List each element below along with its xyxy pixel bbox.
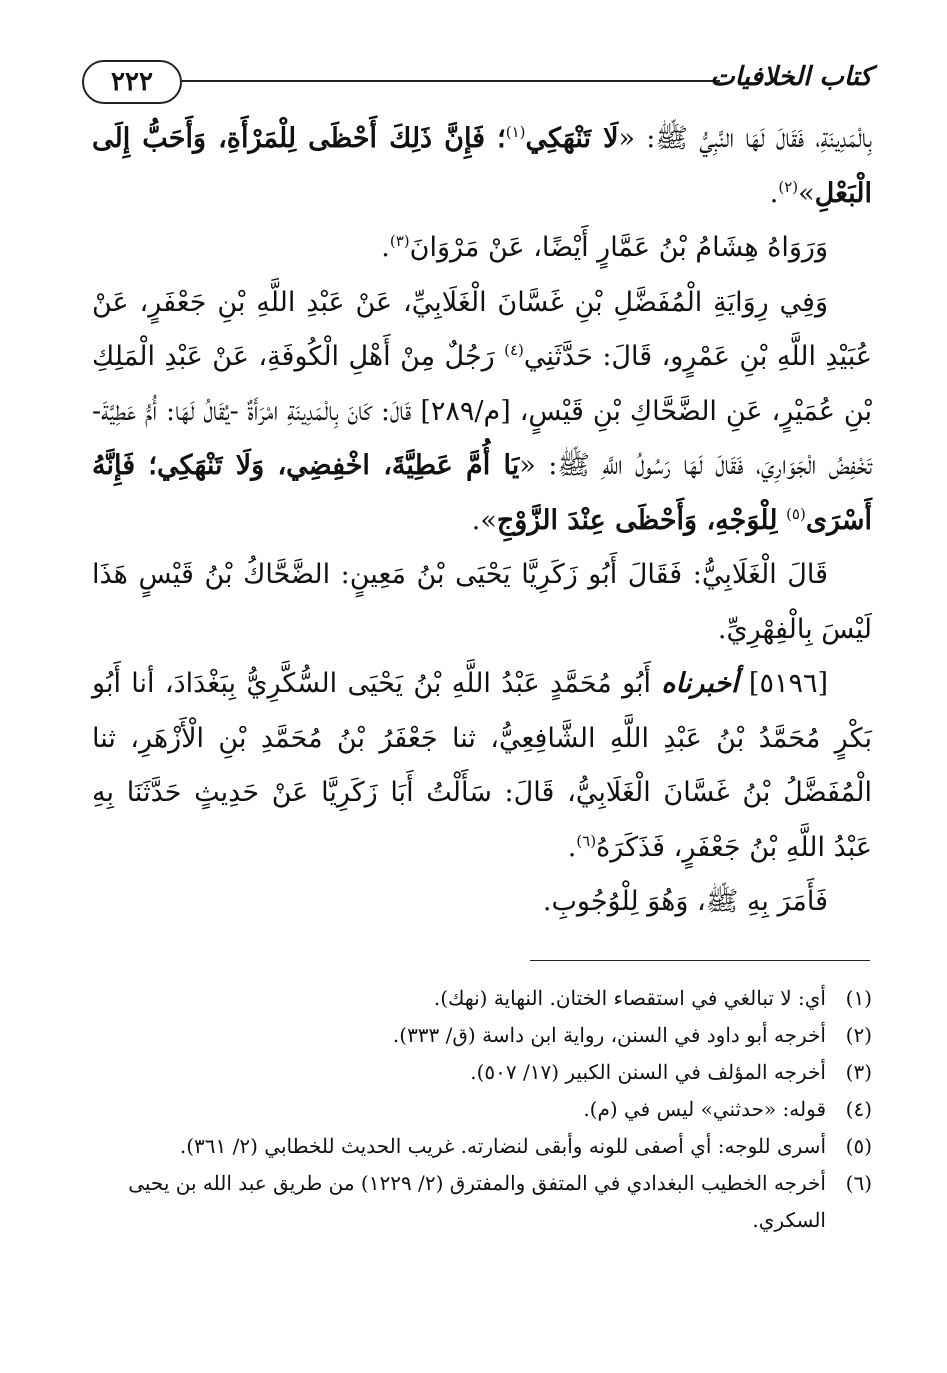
paragraph-1 <box>92 112 872 221</box>
header-divider <box>182 80 720 82</box>
footnote-ref: (٦) <box>576 831 597 850</box>
footnote-ref: (٢) <box>778 177 799 196</box>
footnote-text: قوله: «حدثني» ليس في (م). <box>583 1097 826 1121</box>
footnote <box>92 1017 872 1054</box>
narration-text: وَرَوَاهُ هِشَامُ بْنُ عَمَّارٍ أَيْضًا، عَنْ مَرْوَانَ <box>409 232 828 263</box>
footnote <box>92 1091 872 1128</box>
paragraph-5 <box>92 657 872 875</box>
footnote-text: أي: لا تبالغي في استقصاء الختان. النهاية (نهك). <box>433 986 826 1010</box>
quote-mark: ». <box>471 504 497 536</box>
footnote-ref: (٣) <box>389 232 410 250</box>
paragraph-6 <box>92 875 872 930</box>
hadith-text: ؛ فَإِنَّ ذَلِكَ أَحْظَى لِلْمَرْأَةِ، وَأَحَبُّ إِلَى الْبَعْلِ <box>92 123 872 209</box>
footnote-ref: (١) <box>505 123 526 141</box>
footnote-ref: (٥) <box>786 504 806 523</box>
paragraph-2 <box>92 221 872 276</box>
footnote-number: (٢) <box>845 1023 872 1047</box>
footnote-number: (١) <box>845 986 872 1010</box>
footnote <box>92 1054 872 1091</box>
page-number-badge <box>82 60 182 104</box>
footnote-text: أسرى للوجه: أي أصفى للونه وأبقى لنضارته. غريب الحديث للخطابي (٢/ ٣٦١). <box>179 1134 826 1158</box>
footnote-text: أخرجه المؤلف في السنن الكبير (١٧/ ٥٠٧). <box>470 1060 826 1084</box>
footnotes <box>92 980 872 1239</box>
hadith-number: [٥١٩٦] <box>748 668 828 699</box>
footnote <box>92 980 872 1017</box>
hadith-text: لِلْوَجْهِ، وَأَحْظَى عِنْدَ الزَّوْجِ <box>496 504 778 536</box>
hadith-text: يَا أُمَّ عَطِيَّةَ، اخْفِضِي، وَلَا تَنْهَكِي؛ فَإِنَّهُ أَسْرَى <box>92 450 872 536</box>
footnote-text: أخرجه أبو داود في السنن، رواية ابن داسة (ق/ ٣٣٣). <box>392 1023 826 1047</box>
footnote <box>92 1165 872 1239</box>
page-number: ٢٢٢ <box>111 67 153 97</box>
page-header <box>82 56 872 108</box>
paragraph-4 <box>92 548 872 657</box>
narration-text: فَأَمَرَ بِهِ ﷺ، وَهُوَ لِلْوُجُوبِ. <box>542 886 828 917</box>
footnote-number: (٥) <box>845 1134 872 1158</box>
footnote-number: (٦) <box>845 1171 872 1195</box>
footnote-divider <box>530 960 870 961</box>
footnote-number: (٤) <box>845 1097 872 1121</box>
main-text <box>92 112 872 930</box>
footnote <box>92 1128 872 1165</box>
punctuation: . <box>567 831 577 863</box>
narration-text: رَجُلٌ مِنْ أَهْلِ الْكُوفَةِ، عَنْ عَبْدِ الْمَلِكِ بْنِ عُمَيْرٍ، عَنِ الضَّحَّاكِ بْنِ قَيْسٍ، [م/٢٨٩] قَالَ: كَانَ بِالْمَدِينَةِ امْرَأَةٌ -يُقَالُ لَهَا: أُمُّ عَطِيَّةَ- تَخْفِضُ الْجَوَارِيَ، فَقَالَ لَهَا رَسُولُ اللَّهِ ﷺ: « <box>92 341 872 481</box>
paragraph-3 <box>92 276 872 549</box>
narration-text: أَبُو مُحَمَّدٍ عَبْدُ اللَّهِ بْنُ يَحْيَى السُّكَّرِيُّ بِبَغْدَادَ، أنا أَبُو بَكْرٍ مُحَمَّدُ بْنُ عَبْدِ اللَّهِ الشَّافِعِيُّ، ثنا جَعْفَرُ بْنُ مُحَمَّدِ بْنِ الْأَزْهَرِ، ثنا الْمُفَضَّلُ بْنُ غَسَّانَ الْغَلَابِيُّ، قَالَ: سَأَلْتُ أَبَا زَكَرِيَّا عَنْ حَدِيثٍ حَدَّثَنَا بِهِ عَبْدُ اللَّهِ بْنُ جَعْفَرٍ، فَذَكَرَهُ <box>92 668 872 863</box>
quote-mark: » <box>798 177 815 209</box>
narration-text: بِالْمَدِينَةِ، فَقَالَ لَهَا النَّبِيُّ ﷺ: « <box>618 123 872 154</box>
footnote-text: أخرجه الخطيب البغدادي في المتفق والمفترق (٢/ ١٢٢٩) من طريق عبد الله بن يحيى السكري. <box>128 1171 826 1232</box>
hadith-text: لَا تَنْهَكِي <box>525 123 619 154</box>
punctuation: . <box>769 177 779 209</box>
punctuation: . <box>381 232 390 263</box>
narration-text: قَالَ الْغَلَابِيُّ: فَقَالَ أَبُو زَكَرِيَّا يَحْيَى بْنُ مَعِينٍ: الضَّحَّاكُ بْنُ قَيْسٍ هَذَا لَيْسَ بِالْفِهْرِيِّ. <box>92 559 872 645</box>
footnote-number: (٣) <box>845 1060 872 1084</box>
footnote-ref: (٤) <box>504 341 524 359</box>
narration-text: وَفِي رِوَايَةِ الْمُفَضَّلِ بْنِ غَسَّانَ الْغَلَابِيِّ، عَنْ عَبْدِ اللَّهِ بْنِ جَعْفَرٍ، عَنْ عُبَيْدِ اللَّهِ بْنِ عَمْرٍو، قَالَ: حَدَّثَنِي <box>92 286 872 372</box>
book-title: كتاب الخلافيات <box>710 62 872 92</box>
akhbarana-label: أخبرناه <box>661 668 739 699</box>
